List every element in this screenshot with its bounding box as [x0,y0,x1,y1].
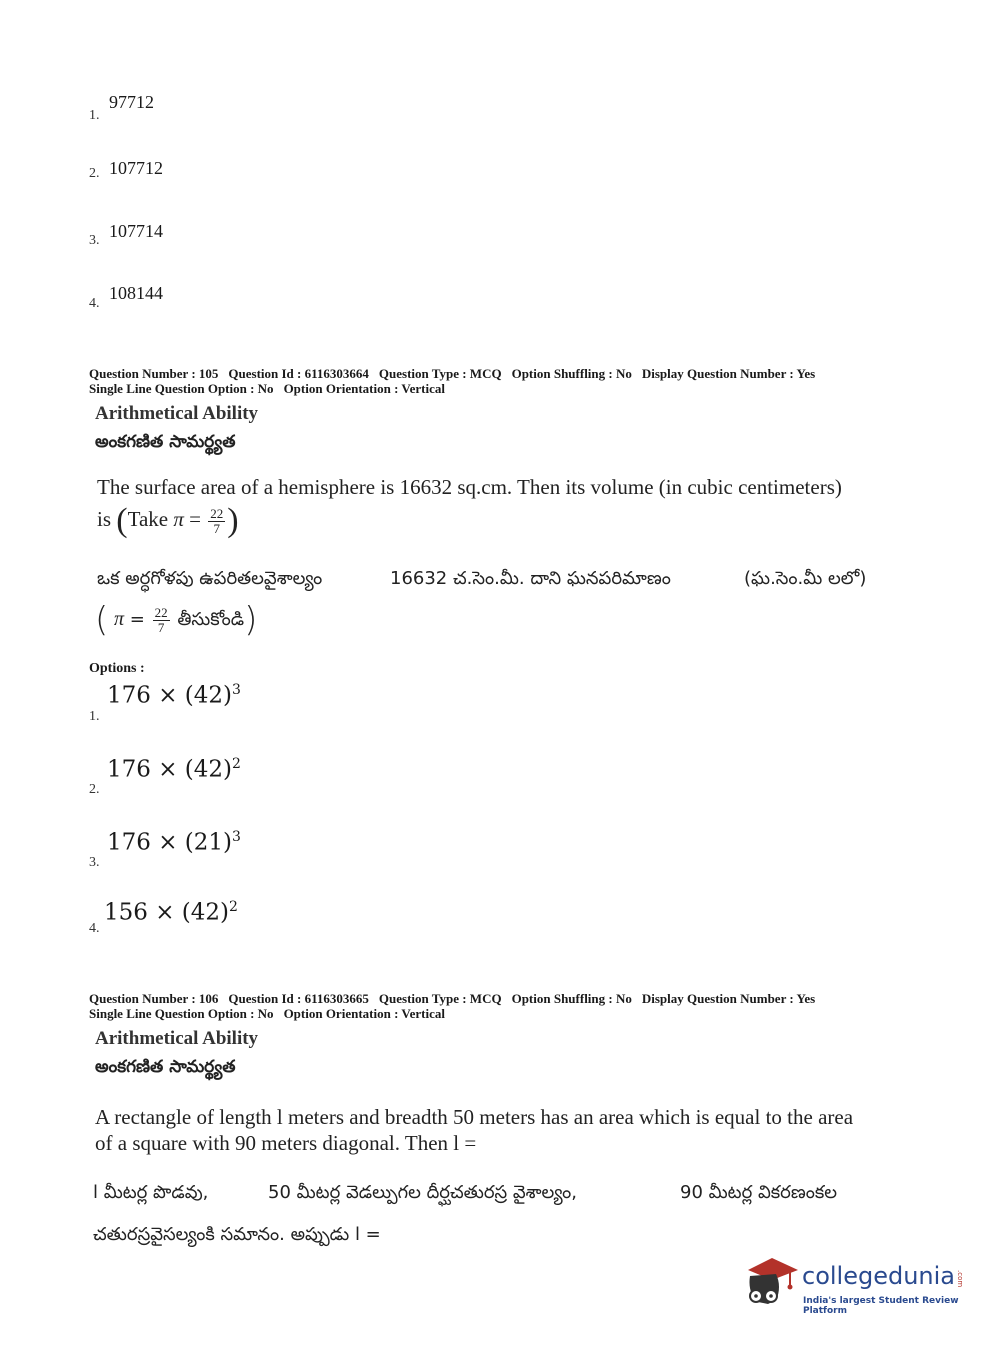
meta-item: Question Type : MCQ [378,991,502,1006]
question-text-te-c: 90 మీటర్ల వికరణంకల [680,1182,837,1203]
meta-item: Single Line Question Option : No [89,381,274,396]
option-exponent: 3 [232,682,241,698]
meta-item: Option Shuffling : No [511,366,632,381]
option-value: 107712 [109,158,163,178]
option-number: 2. [89,782,100,797]
question-text-te-line2: చతురస్రవైసల్యంకి సమానం. అప్పుడు l = [93,1224,381,1245]
question-meta-line2 [89,1006,455,1021]
equals-symbol: = [189,506,201,531]
meta-item: Option Orientation : Vertical [283,381,445,396]
meta-item: Question Id : 6116303665 [228,991,369,1006]
question-meta-line2 [89,381,455,396]
section-title-en: Arithmetical Ability [95,1028,259,1049]
option-number: 4. [89,296,100,311]
question-meta-line1 [89,366,825,381]
option-base: 156 × (42) [104,899,230,926]
option-1 [107,682,241,709]
text-is: is [97,506,112,531]
question-text-en-formula [97,502,239,540]
question-text-te-b: 16632 చ.సెం.మీ. దాని ఘనపరిమాణం [390,568,671,589]
option-base: 176 × (42) [107,682,233,709]
equals-symbol: = [129,609,145,630]
question-text-en: The surface area of a hemisphere is 16632 sq.cm. Then its volume (in cubic centimeters) [97,475,842,499]
option-3 [107,829,241,856]
fraction-numerator: 22 [210,505,224,521]
meta-item: Option Orientation : Vertical [283,1006,445,1021]
fraction [208,507,225,536]
paren-close: ) [244,600,258,640]
meta-item: Question Type : MCQ [378,366,502,381]
meta-item: Question Number : 105 [89,366,219,381]
option-number: 3. [89,233,100,248]
text-take: Take [127,506,169,531]
mascot-icon [742,1252,800,1310]
collegedunia-logo [742,1252,968,1314]
option-number: 2. [89,166,100,181]
option-value: 97712 [109,92,154,112]
section-title-en: Arithmetical Ability [95,403,259,424]
option-4 [104,899,238,926]
option-number: 3. [89,855,100,870]
question-text-te-c: (ఘ.సెం.మీ లలో) [744,568,867,589]
meta-item: Question Id : 6116303664 [228,366,369,381]
meta-item: Display Question Number : Yes [641,366,816,381]
pi-symbol: π [114,608,125,630]
fraction-numerator: 22 [154,604,168,620]
question-text-te-a: ఒక అర్ధగోళపు ఉపరితలవైశాల్యం [97,568,323,589]
option-2 [107,756,241,783]
section-title-te: అంకగణిత సామర్థ్యత [95,432,236,452]
pi-symbol: π [173,506,184,531]
option-exponent: 2 [232,756,241,772]
text-take-te: తీసుకోండి [177,609,245,630]
section-title-te: అంకగణిత సామర్థ్యత [95,1057,236,1077]
option-base: 176 × (42) [107,756,233,783]
logo-com: .com [956,1270,964,1288]
fraction-denominator: 7 [213,520,220,536]
option-base: 176 × (21) [107,829,233,856]
option-number: 4. [89,921,100,936]
option-value: 108144 [109,283,163,303]
options-label: Options : [89,661,145,676]
meta-item: Option Shuffling : No [511,991,632,1006]
meta-item: Single Line Question Option : No [89,1006,274,1021]
question-text-te-a: l మీటర్ల పొడవు, [93,1182,209,1203]
question-text-en-line1: A rectangle of length l meters and breadth 50 meters has an area which is equal to the area [95,1105,854,1129]
option-exponent: 3 [232,829,241,845]
paren-open: ( [116,502,128,539]
option-number: 1. [89,108,100,123]
logo-tagline: India's largest Student Review Platform [803,1296,959,1316]
option-exponent: 2 [229,899,238,915]
question-text-te-b: 50 మీటర్ల వెడల్పుగల దీర్ఘచతురస్ర వైశాల్యం, [268,1182,578,1203]
option-value: 107714 [109,221,163,241]
paren-open: ( [95,600,109,640]
meta-item: Question Number : 106 [89,991,219,1006]
fraction-denominator: 7 [157,619,165,635]
fraction [153,606,170,635]
option-number: 1. [89,709,100,724]
question-text-te-formula [95,600,257,640]
question-meta-line1 [89,991,825,1006]
logo-name: collegedunia [802,1262,956,1290]
question-text-en-line2: of a square with 90 meters diagonal. Then l = [95,1131,477,1155]
paren-close: ) [227,502,239,539]
meta-item: Display Question Number : Yes [641,991,816,1006]
